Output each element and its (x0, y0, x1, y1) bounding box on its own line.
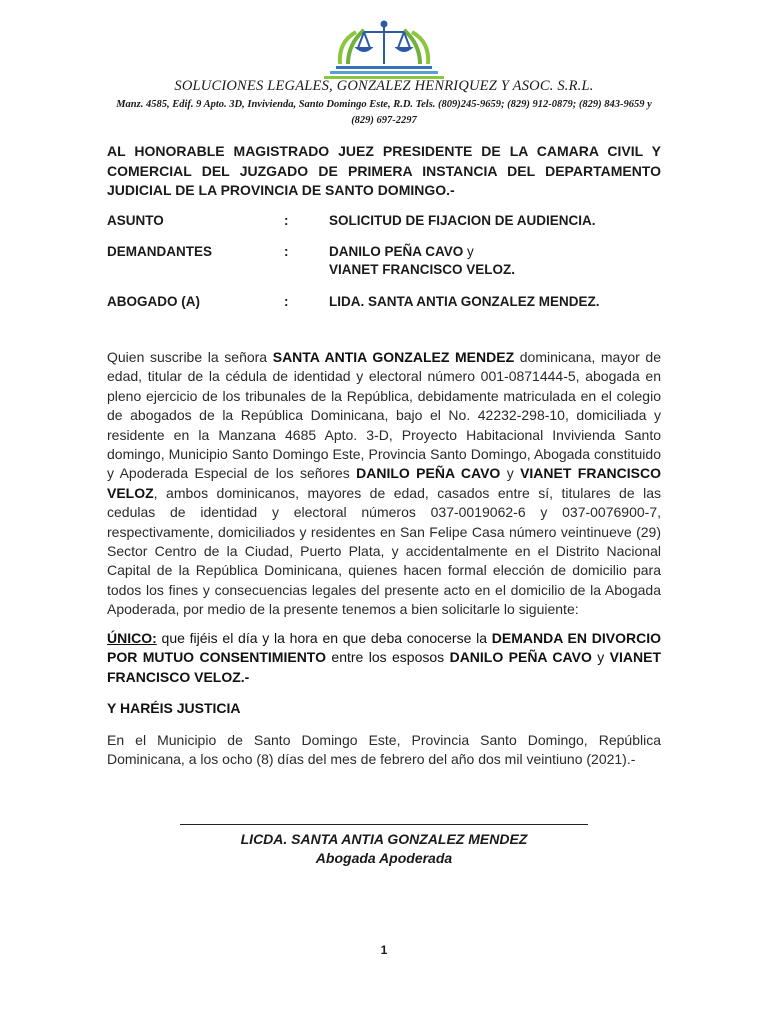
addressee: AL HONORABLE MAGISTRADO JUEZ PRESIDENTE DE LA CAMARA CIVIL Y COMERCIAL DEL JUZGADO DE PRIMERA INSTANCIA DEL DEPARTAMENTO JUDICIAL DE LA PROVINCIA DE SANTO DOMINGO.- (107, 143, 661, 198)
demandante-2: VIANET FRANCISCO VELOZ. (329, 262, 516, 277)
asunto-value: SOLICITUD DE FIJACION DE AUDIENCIA. (329, 213, 596, 228)
firm-name: SOLUCIONES LEGALES, GONZALEZ HENRIQUEZ Y ASOC. S.R.L. (174, 78, 594, 94)
asunto-label: ASUNTO (107, 213, 164, 228)
firm-logo (316, 20, 452, 82)
p2-name-client-2: VIANET FRANCISCO VELOZ.- (107, 649, 661, 685)
abogado-colon: : (284, 294, 289, 309)
place-date: En el Municipio de Santo Domingo Este, Provincia Santo Domingo, República Dominicana, a los ocho (8) días del mes de febrero del año dos mil veintiuno (2021).- (107, 732, 661, 768)
p1-text-e: y (500, 465, 521, 482)
signatory-name: LICDA. SANTA ANTIA GONZALEZ MENDEZ (240, 831, 528, 847)
p2-name-client-1: DANILO PEÑA CAVO (449, 649, 592, 666)
firm-address: Manz. 4585, Edif. 9 Apto. 3D, Invivienda, Santo Domingo Este, R.D. Tels. (809)245-9659; (829) 912-0879; (829) 843-9659 y (829) 697-2297 (116, 99, 652, 126)
p1-text-g: , ambos dominicanos, mayores de edad, casados entre sí, titulares de las cedulas de identidad y electoral números 037-0019062-6 y 037-0076900-7, respectivamente, domiciliados y residentes en San Felipe Casa número veintinueve (29) Sector Centro de la Ciudad, Puerto Plata, y accidentalmente en el Distrito Nacional Capital de la República Dominicana, quienes hacen formal elección de domicilio para todos los fines y consecuencias legales del presente acto en el domicilio de la Abogada Apoderada, por medio de la presente tenemos a bien solicitarle lo siguiente: (107, 484, 661, 618)
scales-icon (357, 22, 411, 65)
asunto-colon: : (284, 213, 289, 228)
demandante-1: DANILO PEÑA CAVO (329, 244, 464, 259)
body-paragraph-2 (107, 629, 661, 687)
abogado-value: LIDA. SANTA ANTIA GONZALEZ MENDEZ. (329, 294, 600, 309)
demandantes-label: DEMANDANTES (107, 244, 213, 259)
demandantes-colon: : (284, 244, 289, 259)
p1-name-attorney: SANTA ANTIA GONZALEZ MENDEZ (272, 349, 515, 365)
body-paragraph-1 (107, 348, 661, 620)
p2-demand-type: DEMANDA EN DIVORCIO POR MUTUO CONSENTIMIENTO (107, 630, 661, 666)
p1-name-client-2: VIANET FRANCISCO VELOZ (107, 465, 662, 501)
p1-name-client-1: DANILO PEÑA CAVO (356, 465, 501, 482)
p1-text-a: Quien suscribe la señora (107, 349, 273, 365)
abogado-label: ABOGADO (A) (107, 294, 200, 309)
p2-text-c: entre los esposos (326, 649, 450, 666)
demandantes-value (329, 243, 515, 279)
closing-formula: Y HARÉIS JUSTICIA (107, 700, 241, 716)
p2-text-a: que fijéis el día y la hora en que deba conocerse la (156, 630, 492, 646)
demandantes-join: y (463, 244, 474, 259)
unico-label: ÚNICO: (107, 630, 157, 646)
p1-text-c: dominicana, mayor de edad, titular de la cédula de identidad y electoral número 001-0871444-5, abogada en pleno ejercicio de los tribunales de la República, debidamente matriculada en el colegio de abogados de la República Dominicana, bajo el No. 42232-298-10, domiciliada y residente en la Manzana 4685 Apto. 3-D, Proyecto Habitacional Invivienda Santo domingo, Municipio Santo Domingo Este, Provincia Santo Domingo, Abogada constituido y Apoderada Especial de los señores (107, 349, 661, 482)
page-number: 1 (380, 943, 388, 957)
signatory-role: Abogada Apoderada (315, 850, 453, 866)
p2-text-e: y (591, 649, 610, 666)
signature-line (180, 824, 588, 825)
